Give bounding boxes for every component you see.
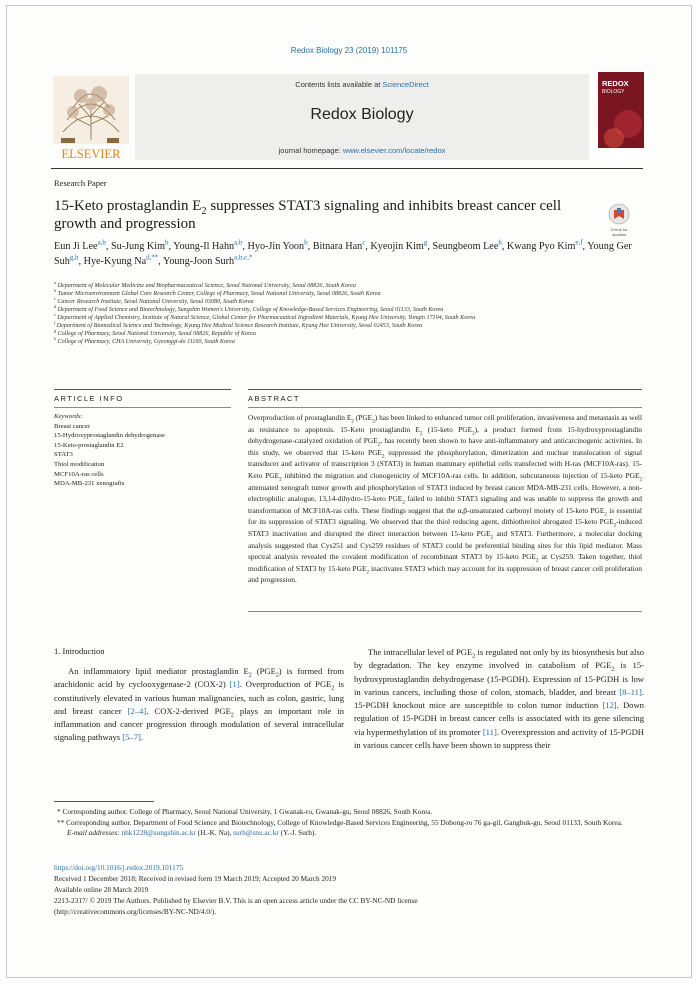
keyword-item: 15-Keto-prostaglandin E2 (54, 441, 124, 449)
affiliation-key: c (54, 295, 56, 301)
cover-title (602, 80, 629, 96)
affiliation-text: Department of Food Science and Biotechnology, Sungshin Women's University, College of Knowledge-Based Services Engineering, Seoul 01133, South Korea (56, 306, 444, 313)
affiliation-key: h (54, 335, 57, 341)
author-affiliation-mark[interactable]: c (362, 239, 366, 247)
author-name: Young Ger Suh (54, 241, 632, 267)
journal-homepage-link[interactable]: www.elsevier.com/locate/redox (342, 146, 446, 155)
affiliation-key: a (54, 280, 57, 285)
journal-header (51, 72, 643, 166)
abstract-end-rule (248, 611, 642, 612)
affiliation-item (54, 311, 644, 323)
reference-link[interactable]: [1] (229, 679, 240, 690)
cover-title-line1: REDOX (602, 79, 629, 88)
journal-band (135, 74, 589, 160)
author-affiliation-mark[interactable]: g,h (69, 254, 79, 262)
author-affiliation-mark[interactable]: a,b,c,* (234, 254, 253, 262)
affiliation-item (54, 303, 644, 315)
contents-prefix: Contents lists available at (295, 80, 383, 89)
email-label: E-mail addresses: (67, 828, 122, 838)
affiliation-key: g (54, 327, 57, 333)
author-name: Hyo-Jin Yoon (247, 241, 305, 252)
affiliation-item (54, 287, 644, 299)
author-affiliation-mark[interactable]: b (165, 239, 169, 247)
journal-name: Redox Biology (310, 106, 414, 123)
author-affiliation-mark[interactable]: a,b (97, 239, 106, 247)
cover-art-icon (598, 102, 644, 160)
keyword-item: 15-Hydroxyprostaglandin dehydrogenase (54, 432, 165, 440)
author-name: Young-Il Hahn (173, 241, 235, 252)
keyword-item: MCF10A-ras cells (54, 470, 104, 478)
author-affiliation-mark[interactable]: e,f (575, 239, 583, 247)
email-owner-na: (H.-K. Na), (195, 828, 234, 838)
doi-link[interactable]: https://doi.org/10.1016/j.redox.2019.101175 (54, 863, 184, 872)
author-name: Eun Ji Lee (54, 241, 98, 252)
abstract-heading: ABSTRACT (248, 394, 301, 403)
affiliation-text: Tumor Microenvironment Global Core Research Center, College of Pharmacy, Seoul National University, Seoul 08826, South Korea (56, 290, 381, 297)
sciencedirect-link[interactable]: ScienceDirect (382, 80, 429, 89)
check-updates-label: Check for updates (610, 227, 628, 237)
header-rule (51, 168, 643, 169)
email-link-na[interactable]: nhk1228@sungshin.ac.kr (121, 828, 196, 838)
affiliation-text: Department of Applied Chemistry, Institute of Natural Science, Global Center for Pharmaceutical Ingredient Materials, Kyung Hee University, Yongin 17104, South Korea (55, 314, 476, 321)
corresponding-author-1: * Corresponding author. College of Pharmacy, Seoul National University, 1 Gwanak-ro, Gwanak-gu, Seoul 08826, South Korea. (57, 807, 433, 816)
title-subscript: 2 (201, 206, 207, 217)
author-list: Eun Ji Lee$^{a,b}$, Su-Jung Kim$^b$, Young-Il Hahn$^{a,b}$, Hyo-Jin Yoon$^b$, Bitnara Han$^c$, Kyeojin Kim$^g$, Seungbeom Lee$^h$, Kwang Pyo Kim$^{e,f}$, Young Ger Suh$^{g,h}$, Hye-Kyung $Na^{d,**}$, Young-Joon Surh$^{a,b,c,*}$ (54, 239, 632, 267)
author-name: Young-Joon Surh (162, 256, 235, 267)
keyword-item: Breast cancer (54, 422, 91, 430)
homepage-line (135, 146, 589, 155)
article-title (54, 197, 574, 233)
affiliation-key: b (54, 287, 57, 293)
available-online: Available online 28 March 2019 (54, 885, 149, 894)
license-url: (http://creativecommons.org/licenses/BY-NC-ND/4.0/). (54, 907, 217, 916)
cover-title-line2: BIOLOGY (602, 89, 625, 95)
author-name: Su-Jung Kim (110, 241, 165, 252)
abstract-subrule (248, 407, 642, 408)
keywords-label: Keywords: (54, 413, 83, 420)
received-dates: Received 1 December 2018; Received in revised form 19 March 2019; Accepted 20 March 2019 (54, 874, 337, 883)
affiliation-text: Department of Molecular Medicine and Biopharmaceutical Science, Seoul National University, Seoul 08826, South Korea (56, 283, 356, 290)
email-link-surh[interactable]: surh@snu.ac.kr (233, 828, 279, 838)
reference-link[interactable]: [11] (482, 726, 497, 737)
author-name: Hye-Kyung Na (83, 256, 147, 267)
corresponding-author-2: ** Corresponding author. Department of Food Science and Biotechnology, College of Knowledge-Based Services Engineering, 55 Dobong-ro 76 ga-gil, Gangbuk-gu, Seoul 01133, South Korea. (57, 817, 623, 827)
author-name: Bitnara Han (312, 241, 363, 252)
introduction-heading: 1. Introduction (54, 646, 105, 656)
introduction-column-1: An inflammatory lipid mediator prostaglandin $E_2$ $(PGE_2)$ is formed from arachidonic acid by cyclooxygenase-2 (COX-2) [1]. Overproduction of $PGE_2$ is constitutively elevated in various human malignancies, such as colon, gastric, lung and breast cancer [2–4]. COX-2-derived $PGE_2$ plays an important role in inflammation and cancer progression through modulation of several intracellular signaling pathways [5–7]. (54, 666, 344, 743)
affiliation-text: College of Pharmacy, Seoul National University, Seoul 08826, Republic of Korea (56, 330, 256, 337)
keyword-list (54, 422, 234, 489)
author-name: Seungbeom Lee (432, 241, 499, 252)
keyword-item: MDA-MB-231 xenografts (54, 480, 125, 488)
article-info-subrule (54, 407, 231, 408)
article-info-rule (54, 389, 231, 390)
author-affiliation-mark[interactable]: a,b (234, 239, 243, 247)
reference-link[interactable]: [8–11] (619, 686, 642, 697)
keyword-item: STAT3 (54, 451, 73, 459)
article-type: Research Paper (54, 178, 107, 188)
footnote-rule (54, 801, 154, 802)
check-for-updates-badge[interactable] (603, 202, 635, 238)
affiliation-item (54, 280, 644, 291)
author-name: Kwang Pyo Kim (506, 241, 576, 252)
elsevier-wordmark: ELSEVIER (61, 147, 121, 161)
title-part2: suppresses STAT3 signaling and inhibits breast cancer cell growth and progression (54, 198, 562, 232)
homepage-prefix: journal homepage: (278, 146, 343, 155)
affiliation-key: f (54, 319, 56, 325)
reference-link[interactable]: [5–7] (122, 732, 141, 743)
contents-line (135, 80, 589, 89)
email-line (57, 828, 647, 839)
author-affiliation-mark[interactable]: d,** (146, 254, 159, 262)
reference-link[interactable]: [2–4] (127, 705, 147, 716)
affiliation-text: Cancer Research Institute, Seoul National University, Seoul 03080, South Korea (55, 298, 254, 305)
affiliation-item (54, 319, 644, 331)
author-name: Kyeojin Kim (370, 241, 424, 252)
keyword-item: Thiol modification (54, 460, 105, 468)
affiliation-text: Department of Biomedical Science and Technology, Kyung Hee Medical Science Research Institute, Kyung Hee University, Seoul 02453, South Korea (55, 322, 423, 329)
journal-cover-thumbnail (598, 72, 644, 160)
author-affiliation-mark[interactable]: g (423, 239, 428, 247)
abstract-rule (248, 389, 642, 390)
doi-block (54, 862, 644, 917)
affiliation-item (54, 335, 644, 347)
elsevier-tree-icon (51, 74, 131, 164)
elsevier-logo (51, 74, 131, 164)
affiliation-item (54, 327, 644, 339)
title-part1: 15-Keto prostaglandin E (54, 198, 202, 214)
email-owner-surh: (Y.-J. Surh). (278, 828, 317, 838)
affiliations (54, 280, 644, 347)
affiliation-text: College of Pharmacy, CHA University, Gyeonggi-do 11160, South Korea (56, 338, 235, 345)
reference-link[interactable]: [12] (602, 700, 617, 711)
affiliation-item (54, 295, 644, 307)
abstract-text: Overproduction of prostaglandin $E_2$ $(PGE_2)$ has been linked to enhanced tumor cell proliferation, invasiveness and metastasis as well as resistance to apoptosis. 15-Keto prostaglandin $E_2$ (15-keto $PGE_2$), a product formed from 15-hydroxyprostaglandin dehydrogenase-catalyzed oxidation of $PGE_2$, has recently been shown to have anti-inflammatory and anticarcinogenic activities. In this study, we observed that 15-keto $PGE_2$ suppressed the phosphorylation, dimerization and nuclear translocation of signal transducer and activator of transcription 3 (STAT3) in human mammary epithelial cells transfected with H-ras (MCF10A-ras). 15-Keto $PGE_2$ inhibited the migration and clonogenicity of MCF10A-ras cells. In addition, subcutaneous injection of 15-keto $PGE_2$ attenuated xenograft tumor growth and phosphorylation of STAT3 induced by breast cancer MDA-MB-231 cells. However, a non-electrophilic analogue, 13,14-dihydro-15-keto $PGE_2$ failed to inhibit STAT3 signaling and was unable to suppress the growth and transformation of MCF10A-ras cells. These findings suggest that the α,β-unsaturated carbonyl moiety of 15-keto $PGE_2$ is essential for its suppression of STAT3 signaling. We observed that the thiol reducing agent, dithiothreitol abrogated 15-keto $PGE_2$-induced STAT3 inactivation and disrupted the direct interaction between 15-keto $PGE_2$ and STAT3. Furthermore, a molecular docking analysis suggested that Cys251 and Cys259 residues of STAT3 could be preferential binding sites for this lipid mediator. Mass spectral analysis revealed the covalent modification of recombinant STAT3 by 15-keto $PGE_2$ at Cys259. Taken together, thiol modification of STAT3 by 15-keto $PGE_2$ inactivates STAT3 which may account for its suppression of breast cancer cell proliferation and progression. (248, 413, 643, 585)
author-affiliation-mark[interactable]: b (304, 239, 308, 247)
copyright-line: 2213-2317/ © 2019 The Authors. Published by Elsevier B.V. This is an open access article under the CC BY-NC-ND license (54, 896, 418, 905)
affiliation-key: d (54, 303, 57, 309)
footnotes (57, 807, 647, 839)
journal-citation-link[interactable]: Redox Biology 23 (2019) 101175 (290, 46, 408, 55)
paper-page (6, 5, 692, 978)
introduction-column-2: The intracellular level of $PGE_2$ is regulated not only by its biosynthesis but also by degradation. The key enzyme involved in catabolism of $PGE_2$ is 15-hydroxyprostaglandin dehydrogenase (15-PGDH). Expression of 15-PGDH is low in various cancers, including those of colon, stomach, bladder, and breast [8–11]. 15-PGDH knockout mice are susceptible to colon tumor induction [12]. Down regulation of 15-PGDH in breast cancer cells is associated with its gene silencing via hypermethylation of its promoter [11]. Overexpression and activity of 15-PGDH in various cancer cells have been shown to suppress their (354, 647, 645, 751)
article-info-heading: ARTICLE INFO (54, 394, 124, 403)
author-affiliation-mark[interactable]: h (498, 239, 502, 247)
affiliation-key: e (54, 311, 56, 317)
keywords-block (54, 412, 234, 489)
